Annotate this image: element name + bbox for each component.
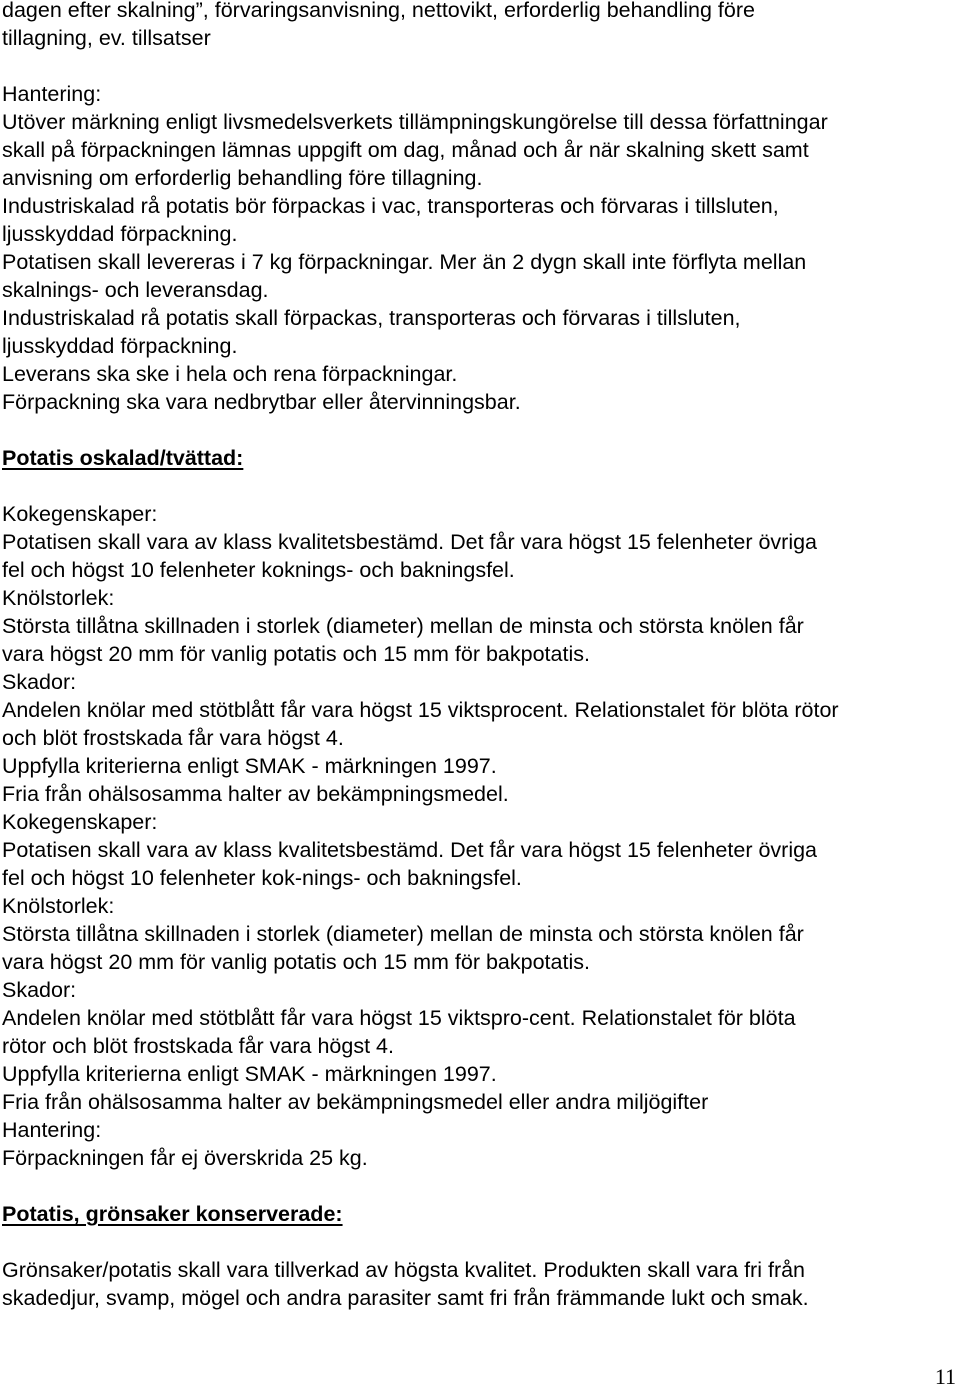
text-line: Utöver märkning enligt livsmedelsverkets tillämpningskungörelse till dessa författningar (2, 110, 828, 134)
text-line: fel och högst 10 felenheter koknings- och bakningsfel. (2, 558, 515, 582)
text-line: Andelen knölar med stötblått får vara högst 15 viktspro-cent. Relationstalet för blöta (2, 1006, 796, 1030)
text-line: Skador: (2, 670, 77, 694)
text-line: Förpackning ska vara nedbrytbar eller återvinningsbar. (2, 390, 521, 414)
text-line: tillagning, ev. tillsatser (2, 26, 211, 50)
text-line: vara högst 20 mm för vanlig potatis och 15 mm för bakpotatis. (2, 642, 590, 666)
text-line: Industriskalad rå potatis bör förpackas i vac, transporteras och förvaras i tillsluten, (2, 194, 779, 218)
text-line: Potatisen skall vara av klass kvalitetsbestämd. Det får vara högst 15 felenheter övriga (2, 838, 818, 862)
document-page (2, 0, 958, 1312)
text-line: Industriskalad rå potatis skall förpackas, transporteras och förvaras i tillsluten, (2, 306, 741, 330)
blank-line (2, 416, 958, 444)
text-line: Kokegenskaper: (2, 810, 158, 834)
text-line: Andelen knölar med stötblått får vara högst 15 viktsprocent. Relationstalet för blöta rötor (2, 698, 839, 722)
text-line: Knölstorlek: (2, 894, 115, 918)
section-heading: Potatis, grönsaker konserverade: (2, 1202, 343, 1226)
text-line: Uppfylla kriterierna enligt SMAK - märkningen 1997. (2, 754, 497, 778)
text-line: Skador: (2, 978, 77, 1002)
page-number: 11 (934, 1364, 956, 1389)
text-line: Potatisen skall levereras i 7 kg förpackningar. Mer än 2 dygn skall inte förflyta mellan (2, 250, 807, 274)
text-line: rötor och blöt frostskada får vara högst 4. (2, 1034, 394, 1058)
text-line: Knölstorlek: (2, 586, 115, 610)
text-line: anvisning om erforderlig behandling före tillagning. (2, 166, 483, 190)
text-line: Potatisen skall vara av klass kvalitetsbestämd. Det får vara högst 15 felenheter övriga (2, 530, 818, 554)
text-line: ljusskyddad förpackning. (2, 222, 238, 246)
text-line: Leverans ska ske i hela och rena förpackningar. (2, 362, 458, 386)
text-line: skadedjur, svamp, mögel och andra parasiter samt fri från främmande lukt och smak. (2, 1286, 809, 1310)
blank-line (2, 1172, 958, 1200)
text-line: skalnings- och leveransdag. (2, 278, 269, 302)
text-line: skall på förpackningen lämnas uppgift om dag, månad och år när skalning skett samt (2, 138, 809, 162)
text-line: Hantering: (2, 82, 102, 106)
text-line: Hantering: (2, 1118, 102, 1142)
text-line: Största tillåtna skillnaden i storlek (diameter) mellan de minsta och största knölen får (2, 614, 804, 638)
blank-line (2, 52, 958, 80)
text-line: vara högst 20 mm för vanlig potatis och 15 mm för bakpotatis. (2, 950, 590, 974)
text-line: ljusskyddad förpackning. (2, 334, 238, 358)
text-line: Förpackningen får ej överskrida 25 kg. (2, 1146, 368, 1170)
text-line: fel och högst 10 felenheter kok-nings- och bakningsfel. (2, 866, 522, 890)
section-heading: Potatis oskalad/tvättad: (2, 446, 244, 470)
text-line: Kokegenskaper: (2, 502, 158, 526)
text-line: och blöt frostskada får vara högst 4. (2, 726, 344, 750)
blank-line (2, 472, 958, 500)
text-line: Fria från ohälsosamma halter av bekämpningsmedel. (2, 782, 509, 806)
text-line: Uppfylla kriterierna enligt SMAK - märkningen 1997. (2, 1062, 497, 1086)
blank-line (2, 1228, 958, 1256)
text-line: Fria från ohälsosamma halter av bekämpningsmedel eller andra miljögifter (2, 1090, 709, 1114)
text-line: dagen efter skalning”, förvaringsanvisning, nettovikt, erforderlig behandling före (2, 0, 755, 22)
text-line: Grönsaker/potatis skall vara tillverkad av högsta kvalitet. Produkten skall vara fri från (2, 1258, 806, 1282)
text-line: Största tillåtna skillnaden i storlek (diameter) mellan de minsta och största knölen får (2, 922, 804, 946)
